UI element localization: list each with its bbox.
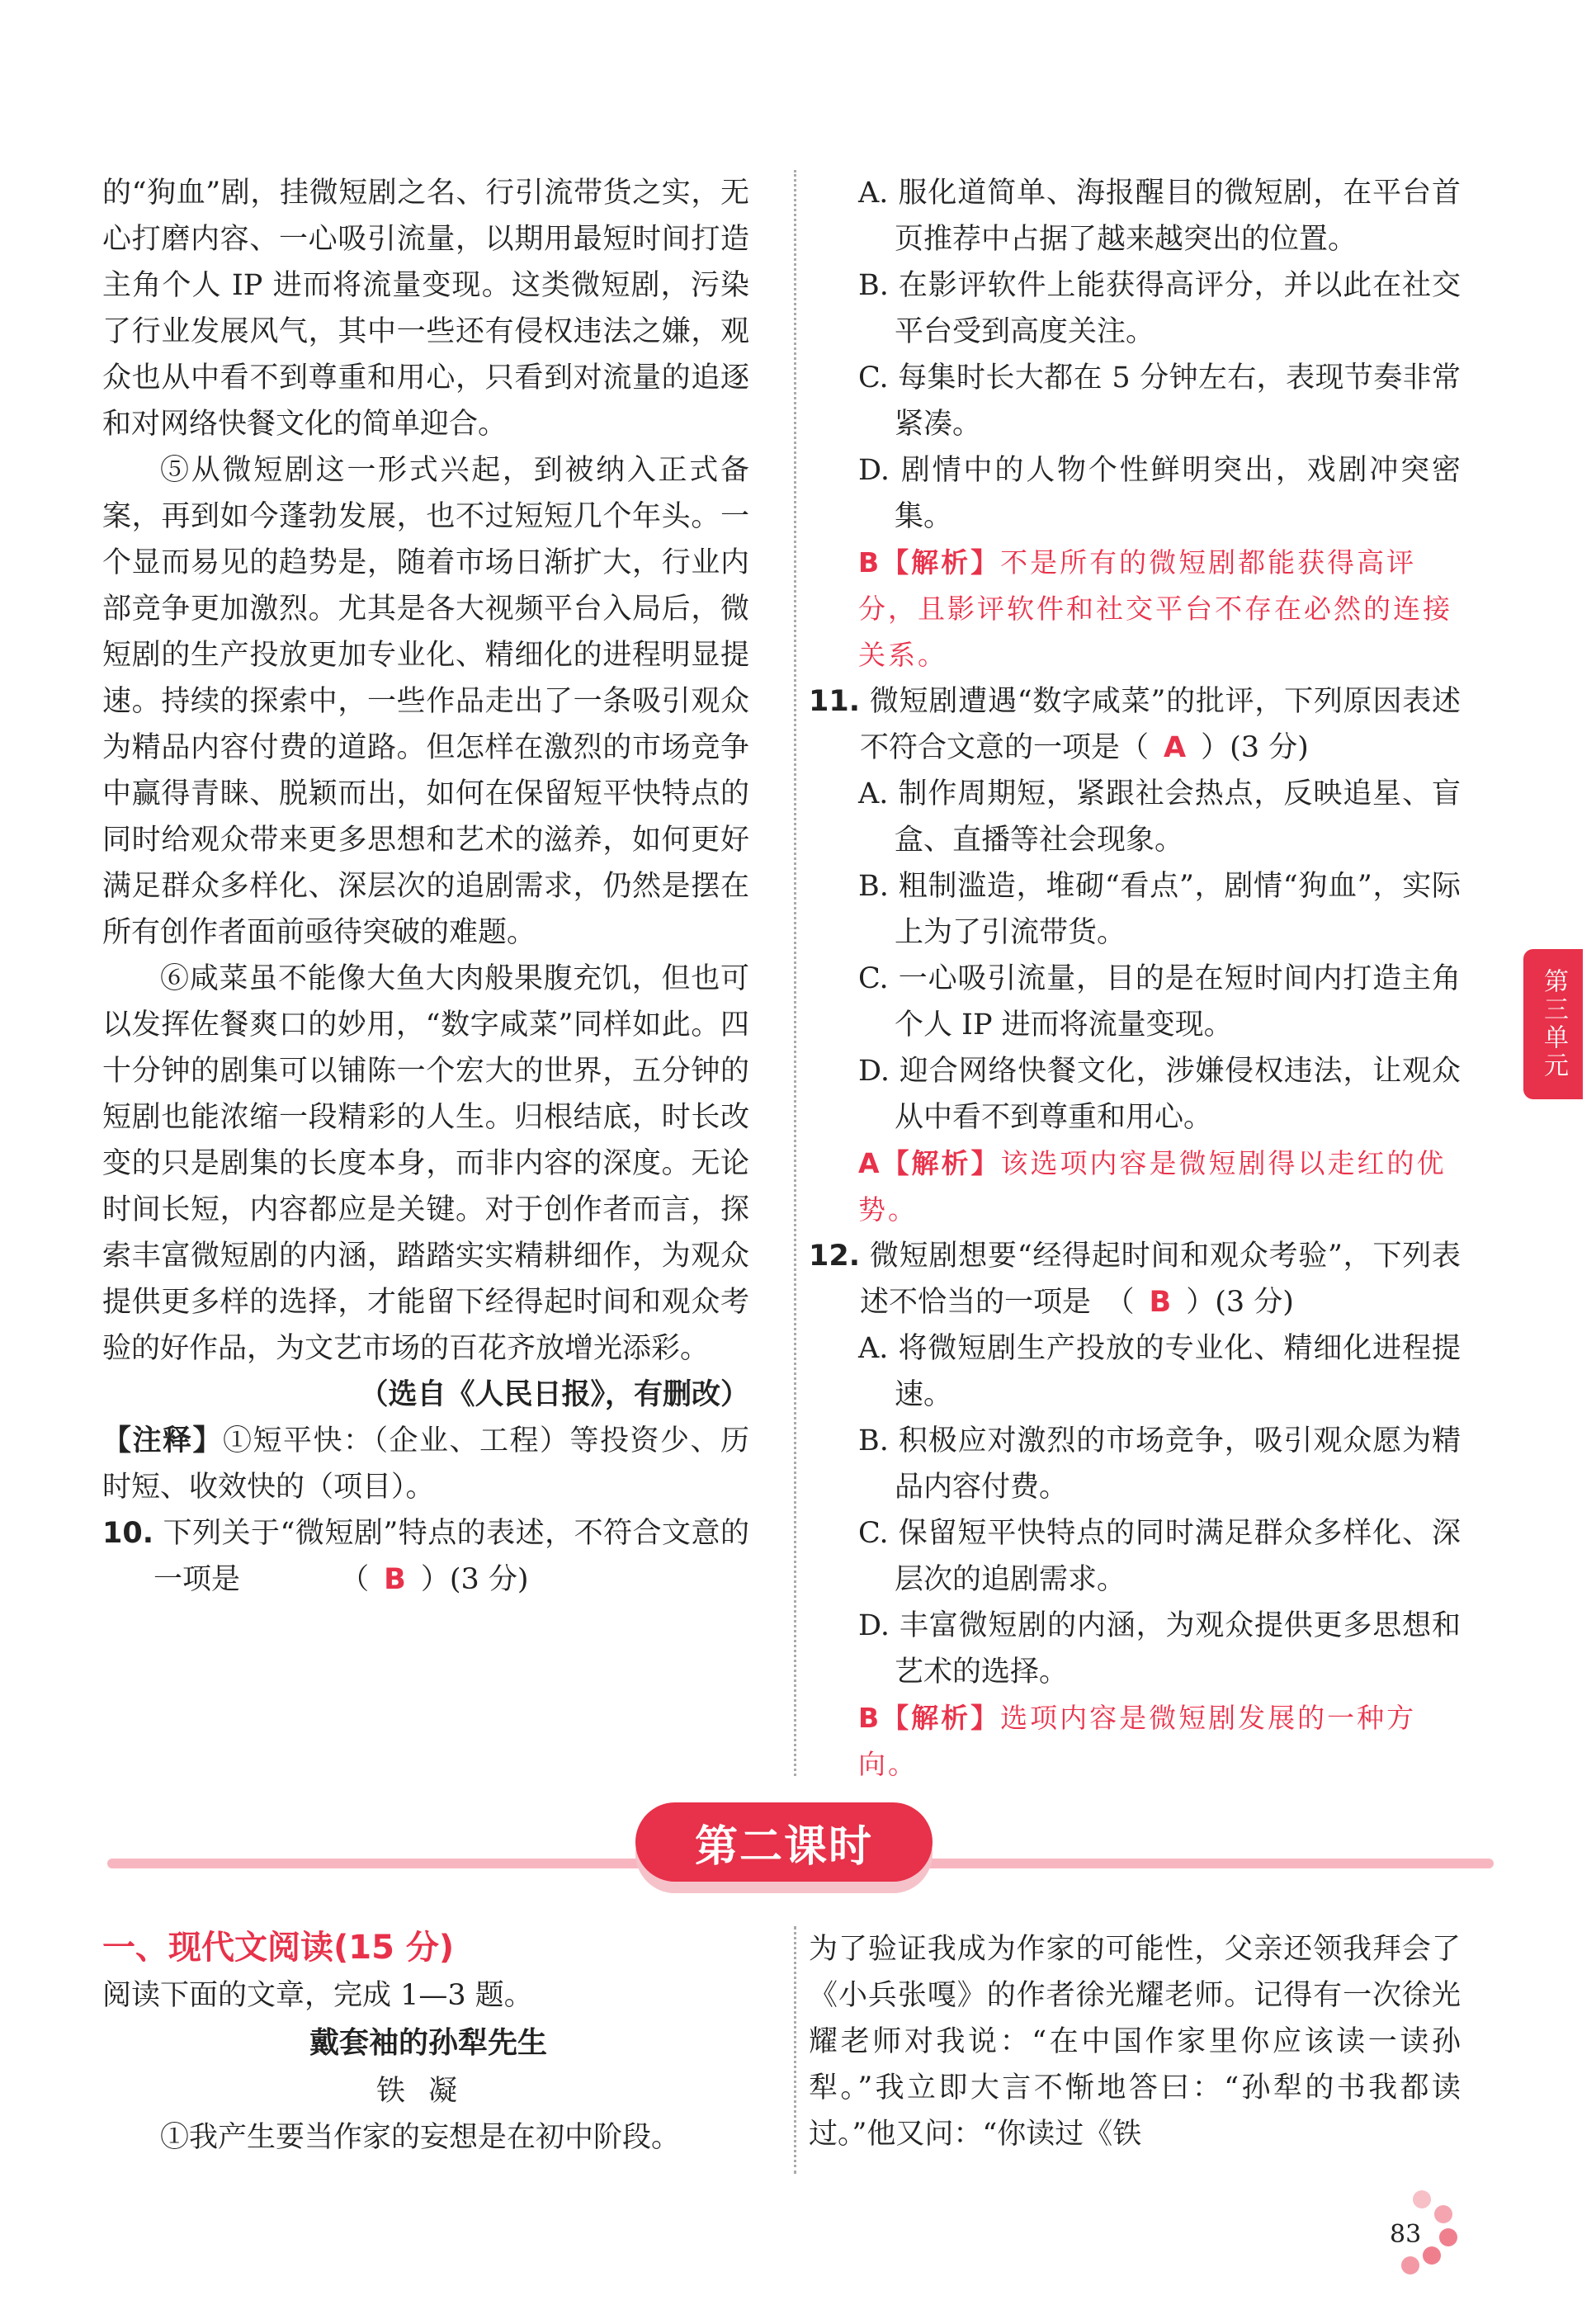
question-12-text: 微短剧想要“经得起时间和观众考验”，下列表述不恰当的一项是 （	[860, 1240, 1461, 1319]
annotation-label: 【注释】	[102, 1424, 223, 1457]
q11-option-b: B. 粗制滥造，堆砌“看点”，剧情“狗血”，实际上为了引流带货。	[858, 870, 1461, 949]
column-divider-top	[794, 170, 796, 1776]
section-title: 一、现代文阅读(15 分)	[102, 1929, 455, 1967]
q10-option-d: D. 剧情中的人物个性鲜明突出，戏剧冲突密集。	[858, 454, 1461, 533]
q11-option-d: D. 迎合网络快餐文化，涉嫌侵权违法，让观众从中看不到尊重和用心。	[858, 1055, 1461, 1134]
lesson-banner: 第二课时	[635, 1802, 933, 1882]
article-paragraph-1-continued: 为了验证我成为作家的可能性，父亲还领我拜会了《小兵张嘎》的作者徐光耀老师。记得有一次徐光耀老师对我说：“在中国作家里你应该读一读孙犁。”我立即大言不惭地答曰：“孙犁的书我都读过。”他又问：“你读过《铁	[809, 1933, 1461, 2151]
question-12	[809, 1233, 1461, 1325]
section2-left	[102, 1923, 754, 2161]
q12-explanation-answer: B	[858, 1702, 882, 1734]
column-divider-bottom	[794, 1926, 796, 2174]
question-10-number: 10.	[102, 1517, 154, 1550]
question-11-answer: A	[1164, 731, 1187, 764]
q11-option-c: C. 一心吸引流量，目的是在短时间内打造主角个人 IP 进而将流量变现。	[858, 962, 1461, 1042]
q12-option-c: C. 保留短平快特点的同时满足群众多样化、深层次的追剧需求。	[858, 1517, 1461, 1596]
annotation	[102, 1418, 749, 1510]
q10-option-c: C. 每集时长大都在 5 分钟左右，表现节奏非常紧凑。	[858, 361, 1461, 441]
source-citation: （选自《人民日报》，有删改）	[359, 1378, 749, 1411]
paragraph-4-continued: 的“狗血”剧，挂微短剧之名、行引流带货之实，无心打磨内容、一心吸引流量，以期用最短时间打造主角个人 IP 进而将流量变现。这类微短剧，污染了行业发展风气，其中一些还有侵权违法之嫌，观众也从中看不到尊重和用心，只看到对流量的追逐和对网络快餐文化的简单迎合。	[102, 177, 749, 441]
right-column	[809, 170, 1461, 1788]
article-title: 戴套袖的孙犁先生	[309, 2026, 547, 2060]
unit-side-tab: 第三单元	[1523, 949, 1583, 1099]
page-number: 83	[1390, 2220, 1422, 2249]
question-11-score: ）(3 分)	[1201, 731, 1309, 764]
q11-explanation-label: 【解析】	[881, 1147, 1001, 1179]
reading-instruction: 阅读下面的文章，完成 1—3 题。	[102, 1979, 533, 2012]
q10-explanation-label: 【解析】	[881, 546, 1001, 579]
question-12-number: 12.	[809, 1240, 861, 1273]
q12-option-b: B. 积极应对激烈的市场竞争，吸引观众愿为精品内容付费。	[858, 1424, 1461, 1504]
q12-explanation	[858, 1695, 1461, 1788]
question-11-text: 微短剧遭遇“数字咸菜”的批评，下列原因表述不符合文意的一项是（	[860, 685, 1461, 764]
q12-option-d: D. 丰富微短剧的内涵，为观众提供更多思想和艺术的选择。	[858, 1609, 1461, 1689]
annotation-text: ①短平快：（企业、工程）等投资少、历时短、收效快的（项目）。	[102, 1424, 749, 1504]
q10-explanation-answer: B	[858, 546, 882, 579]
question-12-score: ）(3 分)	[1186, 1286, 1294, 1319]
q12-explanation-label: 【解析】	[881, 1702, 1001, 1734]
paragraph-6: ⑥咸菜虽不能像大鱼大肉般果腹充饥，但也可以发挥佐餐爽口的妙用，“数字咸菜”同样如此。四十分钟的剧集可以铺陈一个宏大的世界，五分钟的短剧也能浓缩一段精彩的人生。归根结底，时长改变的只是剧集的长度本身，而非内容的深度。无论时间长短，内容都应是关键。对于创作者而言，探索丰富微短剧的内涵，踏踏实实精耕细作，为观众提供更多样的选择，才能留下经得起时间和观众考验的好作品，为文艺市场的百花齐放增光添彩。	[102, 962, 749, 1365]
left-column	[102, 170, 749, 1603]
q11-option-a: A. 制作周期短，紧跟社会热点，反映追星、盲盒、直播等社会现象。	[858, 777, 1461, 857]
q11-explanation-answer: A	[858, 1147, 882, 1179]
question-10-score: ）(3 分)	[420, 1563, 529, 1596]
q10-option-b: B. 在影评软件上能获得高评分，并以此在社交平台受到高度关注。	[858, 269, 1461, 348]
question-12-answer: B	[1149, 1286, 1172, 1319]
question-11	[809, 678, 1461, 771]
q11-explanation	[858, 1141, 1461, 1233]
q10-explanation-text: 不是所有的微短剧都能获得高评分，且影评软件和社交平台不存在必然的连接关系。	[858, 546, 1452, 671]
q10-explanation	[858, 540, 1461, 678]
q11-explanation-text: 该选项内容是微短剧得以走红的优势。	[858, 1147, 1447, 1226]
question-10-text: 下列关于“微短剧”特点的表述，不符合文意的一项是	[153, 1517, 749, 1596]
question-10: 10. 下列关于“微短剧”特点的表述，不符合文意的一项是 （ B ）(3 分)	[102, 1517, 749, 1596]
q10-option-a: A. 服化道简单、海报醒目的微短剧，在平台首页推荐中占据了越来越突出的位置。	[858, 177, 1461, 256]
question-10-answer: B	[384, 1563, 406, 1596]
q12-option-a: A. 将微短剧生产投放的专业化、精细化进程提速。	[858, 1332, 1461, 1411]
article-paragraph-1: ①我产生要当作家的妄想是在初中阶段。	[160, 2121, 681, 2154]
section2-right	[809, 1926, 1461, 2157]
article-author: 铁凝	[375, 2075, 480, 2108]
question-11-number: 11.	[809, 685, 861, 718]
paragraph-5: ⑤从微短剧这一形式兴起，到被纳入正式备案，再到如今蓬勃发展，也不过短短几个年头。一个显而易见的趋势是，随着市场日渐扩大，行业内部竞争更加激烈。尤其是各大视频平台入局后，微短剧的生产投放更加专业化、精细化的进程明显提速。持续的探索中，一些作品走出了一条吸引观众为精品内容付费的道路。但怎样在激烈的市场竞争中赢得青睐、脱颖而出，如何在保留短平快特点的同时给观众带来更多思想和艺术的滋养，如何更好满足群众多样化、深层次的追剧需求，仍然是摆在所有创作者面前亟待突破的难题。	[102, 454, 749, 949]
q12-explanation-text: 选项内容是微短剧发展的一种方向。	[858, 1702, 1417, 1780]
